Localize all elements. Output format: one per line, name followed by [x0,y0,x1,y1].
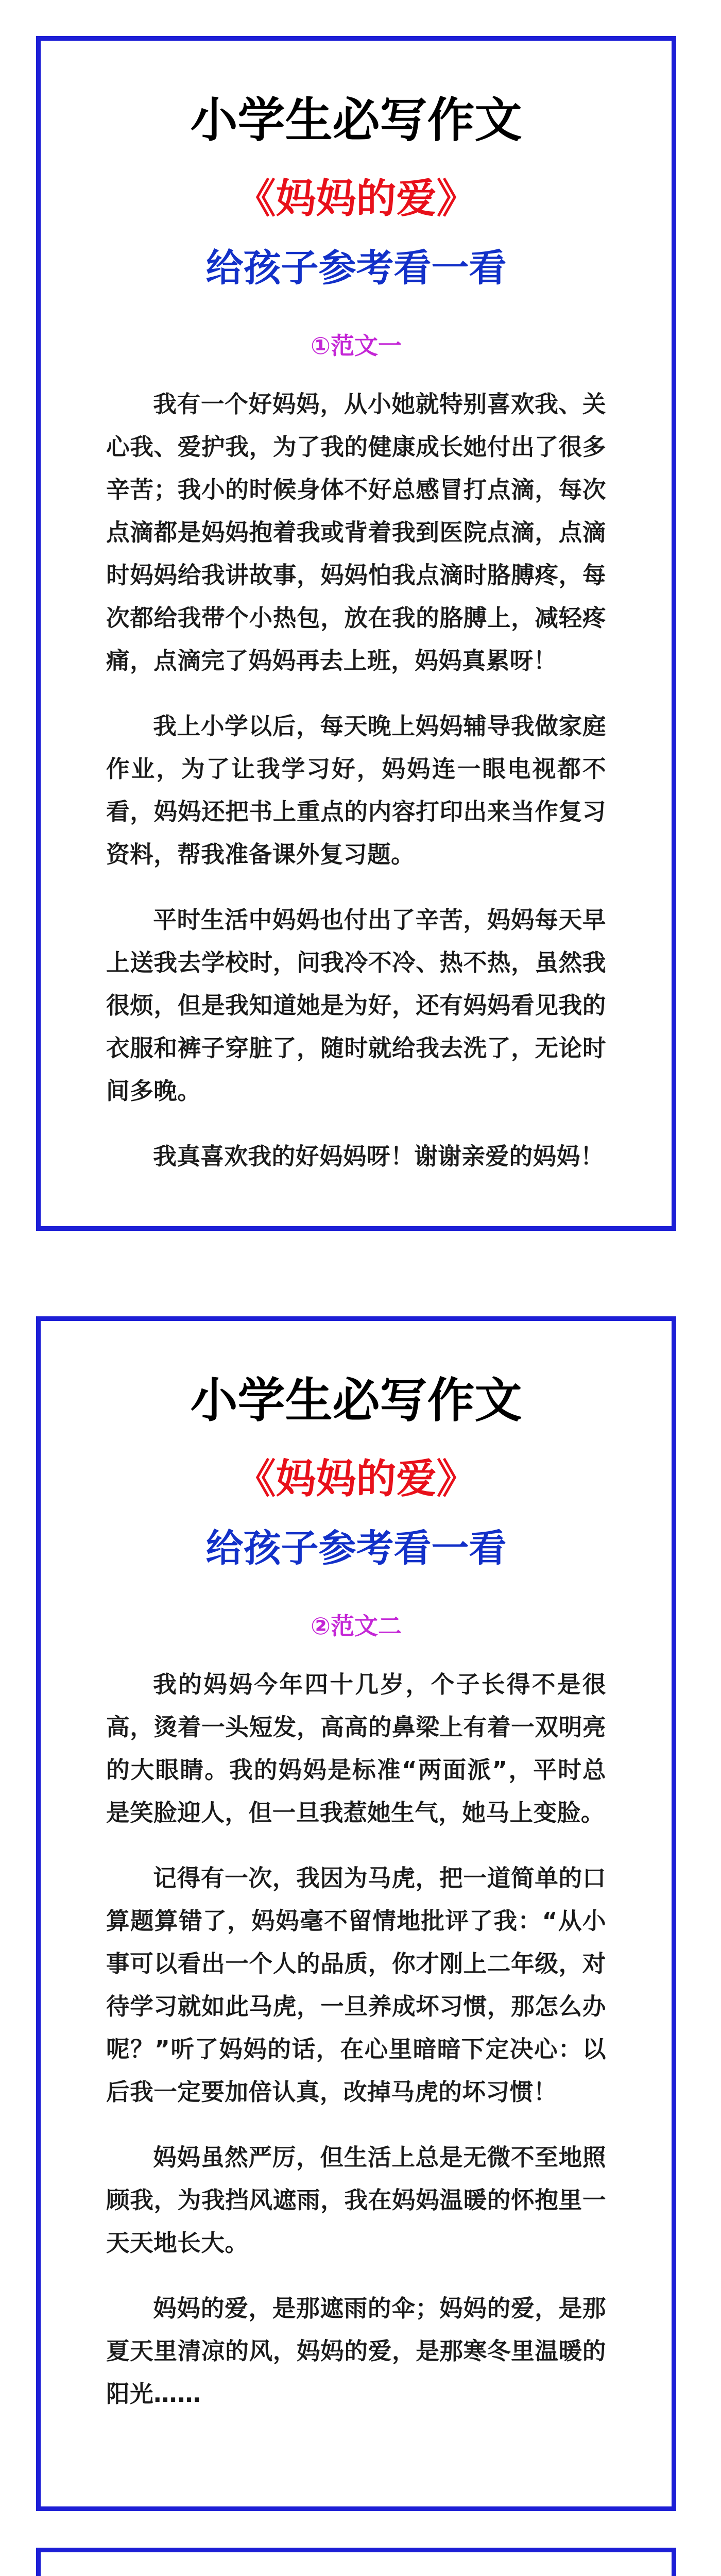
paragraph: 妈妈虽然严厉，但生活上总是无微不至地照顾我，为我挡风遮雨，我在妈妈温暖的怀抱里一天天地长大。 [106,2144,606,2257]
essay-card-3 [36,2548,676,2576]
essay-card-2 [36,1316,676,2511]
paragraph: 我真喜欢我的好妈妈呀！谢谢亲爱的妈妈！ [153,1143,604,1170]
tagline: 给孩子参考看一看 [205,1527,507,1570]
essay-subtitle: 《妈妈的爱》 [235,1456,477,1502]
paragraph: 我有一个好妈妈，从小她就特别喜欢我、关心我、爱护我，为了我的健康成长她付出了很多辛苦；我小的时候身体不好总感冒打点滴，每次点滴都是妈妈抱着我或背着我到医院点滴，点滴时妈妈给我讲故事，妈妈怕我点滴时胳膊疼，每次都给我带个小热包，放在我的胳膊上，减轻疼痛，点滴完了妈妈再去上班，妈妈真累呀！ [106,391,606,674]
essay-card-1 [36,36,676,1231]
card-title: 小学生必写作文 [190,1373,522,1428]
card-title: 小学生必写作文 [190,93,522,148]
paragraph: 妈妈的爱，是那遮雨的伞；妈妈的爱，是那夏天里清凉的风，妈妈的爱，是那寒冬里温暖的阳光…… [106,2295,606,2408]
paragraph: 我上小学以后，每天晚上妈妈辅导我做家庭作业，为了让我学习好，妈妈连一眼电视都不看，妈妈还把书上重点的内容打印出来当作复习资料，帮我准备课外复习题。 [106,713,606,868]
section-label: ①范文一 [311,332,402,360]
paragraph: 记得有一次，我因为马虎，把一道简单的口算题算错了，妈妈毫不留情地批评了我：“从小事可以看出一个人的品质，你才刚上二年级，对待学习就如此马虎，一旦养成坏习惯，那怎么办呢？”听了妈妈的话，在心里暗暗下定决心：以后我一定要加倍认真，改掉马虎的坏习惯！ [106,1865,606,2106]
paragraph: 我的妈妈今年四十几岁，个子长得不是很高，烫着一头短发，高高的鼻梁上有着一双明亮的大眼睛。我的妈妈是标准“两面派”，平时总是笑脸迎人，但一旦我惹她生气，她马上变脸。 [106,1671,606,1826]
paragraph: 平时生活中妈妈也付出了辛苦，妈妈每天早上送我去学校时，问我冷不冷、热不热，虽然我很烦，但是我知道她是为好，还有妈妈看见我的衣服和裤子穿脏了，随时就给我去洗了，无论时间多晚。 [106,906,606,1105]
section-label: ②范文二 [311,1612,402,1640]
essay-subtitle: 《妈妈的爱》 [235,176,477,222]
tagline: 给孩子参考看一看 [205,246,507,290]
